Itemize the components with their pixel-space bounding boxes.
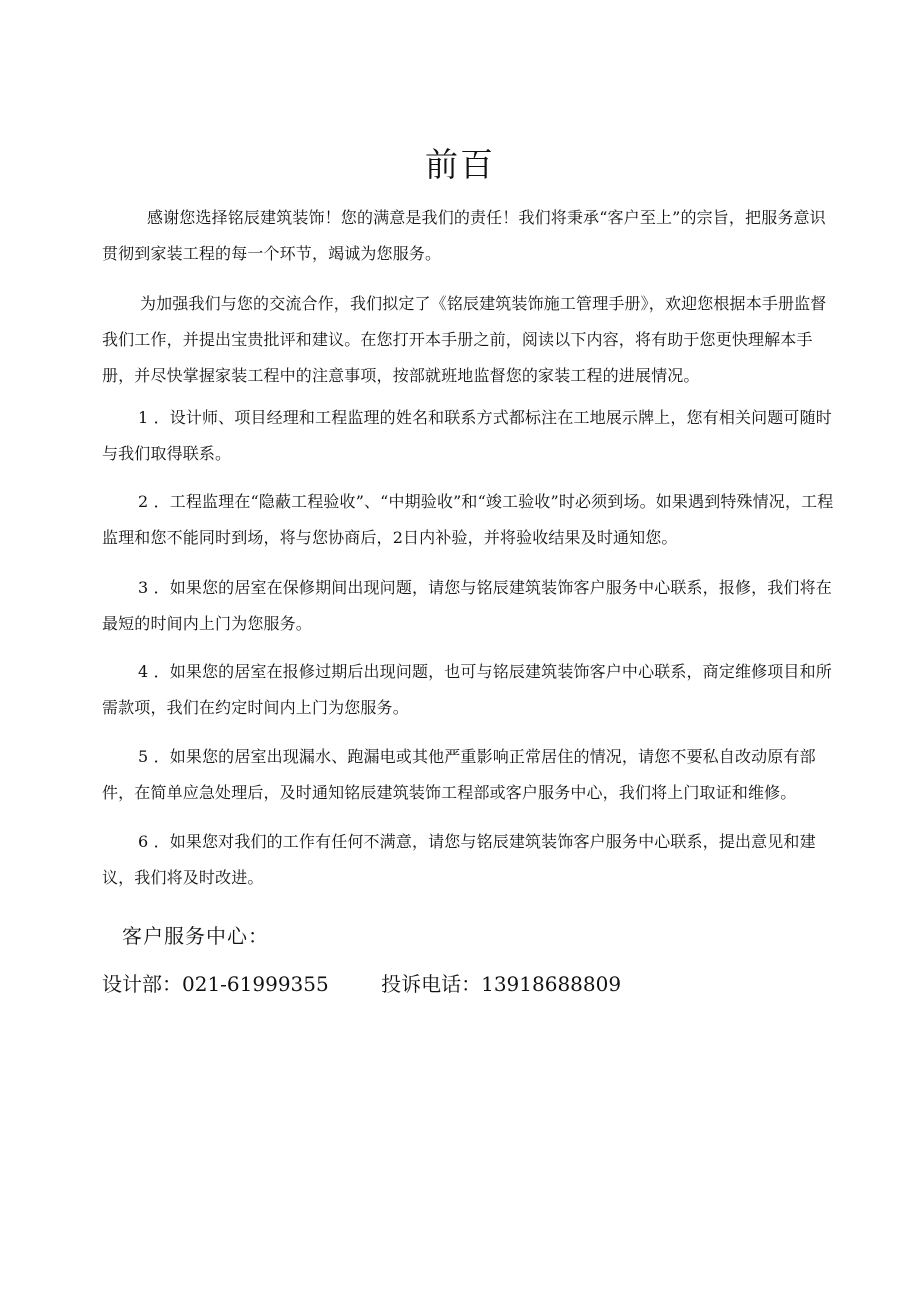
contact-row — [102, 966, 621, 1002]
page-title: 前百 — [425, 145, 495, 184]
design-dept-phone: 设计部：021-61999355 — [102, 972, 329, 996]
complaint-phone: 投诉电话：13918688809 — [381, 972, 622, 996]
notice-item-3: 3 ．如果您的居室在保修期间出现问题，请您与铭辰建筑装饰客户服务中心联系，报修，我们将在最短的时间内上门为您服务。 — [102, 578, 832, 633]
service-center-label: 客户服务中心： — [122, 924, 269, 948]
notice-item-4: 4 ．如果您的居室在报修过期后出现问题，也可与铭辰建筑装饰客户中心联系，商定维修项目和所需款项，我们在约定时间内上门为您服务。 — [102, 662, 832, 717]
notice-item-1: 1 ．设计师、项目经理和工程监理的姓名和联系方式都标注在工地展示牌上，您有相关问题可随时与我们取得联系。 — [102, 408, 832, 463]
notice-item-2: 2 ．工程监理在“隐蔽工程验收”、“中期验收”和“竣工验收”时必须到场。如果遇到特殊情况，工程监理和您不能同时到场，将与您协商后，2日内补验，并将验收结果及时通知您。 — [102, 492, 834, 547]
notice-item-6: 6 ．如果您对我们的工作有任何不满意，请您与铭辰建筑装饰客户服务中心联系，提出意见和建议，我们将及时改进。 — [102, 832, 816, 887]
manual-paragraph: 为加强我们与您的交流合作，我们拟定了《铭辰建筑装饰施工管理手册》，欢迎您根据本手册监督我们工作，并提出宝贵批评和建议。在您打开本手册之前，阅读以下内容，将有助于您更快理解本手册，并尽快掌握家装工程中的注意事项，按部就班地监督您的家装工程的进展情况。 — [102, 294, 827, 385]
intro-paragraph: 感谢您选择铭辰建筑装饰！您的满意是我们的责任！我们将秉承“客户至上”的宗旨，把服务意识贯彻到家装工程的每一个环节，竭诚为您服务。 — [102, 208, 826, 263]
notice-item-5: 5 ．如果您的居室出现漏水、跑漏电或其他严重影响正常居住的情况，请您不要私自改动原有部件，在简单应急处理后，及时通知铭辰建筑装饰工程部或客户服务中心，我们将上门取证和维修。 — [102, 747, 816, 802]
